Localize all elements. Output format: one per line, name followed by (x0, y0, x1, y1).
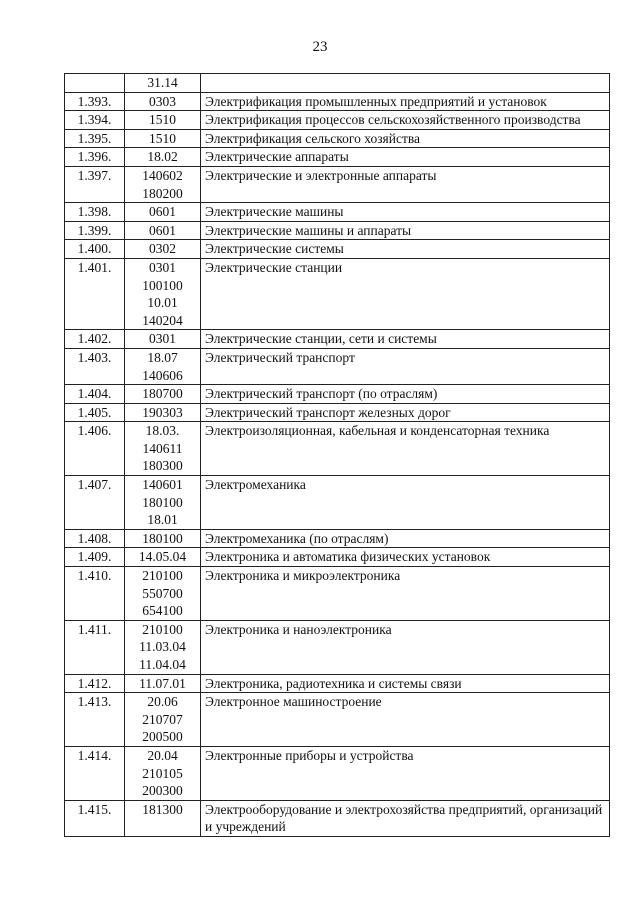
specialty-code-cell (125, 330, 201, 349)
row-number-cell: 1.400. (65, 240, 125, 259)
specialty-name-cell: Электроника и микроэлектроника (201, 567, 610, 621)
table-row (65, 221, 610, 240)
specialty-name-cell: Электромеханика (по отраслям) (201, 529, 610, 548)
specialty-code: 550700 (142, 585, 183, 601)
specialty-code: 20.06 (147, 694, 178, 710)
row-number-cell: 1.395. (65, 129, 125, 148)
specialty-name-cell: Электрические станции, сети и системы (201, 330, 610, 349)
row-number-cell: 1.404. (65, 385, 125, 404)
specialty-code-cell (125, 674, 201, 693)
specialty-code: 654100 (142, 603, 183, 619)
table-row (65, 529, 610, 548)
specialty-name-cell: Электронные приборы и устройства (201, 746, 610, 800)
table-row (65, 92, 610, 111)
specialty-code: 200300 (142, 783, 183, 799)
row-number-cell: 1.411. (65, 620, 125, 674)
specialty-code: 11.03.04 (139, 639, 186, 655)
row-number-cell: 1.410. (65, 567, 125, 621)
specialty-code: 31.14 (147, 75, 178, 90)
specialty-code: 1510 (149, 130, 176, 146)
specialty-name-cell: Электроника, радиотехника и системы связи (201, 674, 610, 693)
specialty-code: 140611 (142, 440, 183, 456)
specialty-name-cell: Электрические машины (201, 203, 610, 222)
specialty-code-cell (125, 111, 201, 130)
specialty-code: 0301 (149, 331, 176, 347)
specialty-code: 10.01 (147, 295, 178, 311)
row-number-cell: 1.405. (65, 403, 125, 422)
specialty-code: 18.02 (147, 149, 178, 165)
specialty-name-cell: Электрический транспорт (по отраслям) (201, 385, 610, 404)
table-row (65, 674, 610, 693)
table-body (65, 74, 610, 837)
row-number-cell: 1.401. (65, 258, 125, 329)
specialty-name-cell: Электрический транспорт (201, 348, 610, 384)
specialty-code-cell (125, 385, 201, 404)
table-row (65, 111, 610, 130)
specialty-code: 14.05.04 (138, 549, 187, 565)
specialty-code-cell (125, 693, 201, 747)
row-number-cell: 1.393. (65, 92, 125, 111)
specialty-code-cell (125, 422, 201, 476)
specialty-name-cell: Электрификация сельского хозяйства (201, 129, 610, 148)
row-number-cell: 1.403. (65, 348, 125, 384)
specialty-code-cell (125, 148, 201, 167)
row-number-cell: 1.412. (65, 674, 125, 693)
row-number-cell: 1.407. (65, 476, 125, 530)
specialty-name-cell: Электрические станции (201, 258, 610, 329)
row-number-cell: 1.413. (65, 693, 125, 747)
specialty-name-cell: Электронное машиностроение (201, 693, 610, 747)
specialty-code-cell (125, 240, 201, 259)
specialty-code: 0303 (149, 93, 176, 109)
specialty-name-cell: Электрические машины и аппараты (201, 221, 610, 240)
row-number-cell: 1.415. (65, 800, 125, 836)
specialty-code-cell (125, 74, 201, 93)
table-row (65, 348, 610, 384)
table-row (65, 403, 610, 422)
specialty-code-cell (125, 92, 201, 111)
specialty-code-cell (125, 403, 201, 422)
page-number: 23 (312, 39, 328, 55)
specialty-code-cell (125, 221, 201, 240)
row-number-cell: 1.406. (65, 422, 125, 476)
row-number-cell: 1.414. (65, 746, 125, 800)
specialty-name-cell: Электромеханика (201, 476, 610, 530)
specialty-code: 18.01 (147, 512, 178, 528)
specialty-name-cell: Электроника и автоматика физических установок (201, 548, 610, 567)
specialty-code: 180200 (142, 185, 183, 201)
table-row (65, 422, 610, 476)
table-row (65, 330, 610, 349)
table-row (65, 148, 610, 167)
specialties-table (64, 73, 610, 837)
specialty-code-cell (125, 476, 201, 530)
specialty-code: 0601 (149, 222, 176, 238)
specialty-code: 140204 (142, 312, 183, 328)
specialty-code: 18.07 (147, 349, 178, 365)
specialty-code-cell (125, 746, 201, 800)
table-row (65, 746, 610, 800)
specialty-code: 190303 (142, 404, 183, 420)
specialty-code: 11.07.01 (139, 675, 186, 691)
specialty-code: 100100 (142, 277, 183, 293)
specialty-code: 140601 (142, 477, 183, 493)
table-row (65, 548, 610, 567)
specialty-code: 210105 (142, 765, 183, 781)
specialty-code: 18.03. (145, 423, 180, 439)
specialty-code: 1510 (149, 112, 176, 128)
specialty-code-cell (125, 258, 201, 329)
specialty-code: 200500 (142, 729, 183, 745)
specialty-code-cell (125, 620, 201, 674)
table-row (65, 567, 610, 621)
table-row (65, 620, 610, 674)
table-row (65, 203, 610, 222)
row-number-cell: 1.397. (65, 166, 125, 202)
row-number-cell (65, 74, 125, 93)
specialty-code: 180700 (142, 386, 183, 402)
specialty-code: 210707 (142, 711, 183, 727)
specialty-code: 11.04.04 (139, 657, 186, 672)
table-row (65, 800, 610, 836)
specialty-name-cell: Электрооборудование и электрохозяйства предприятий, организаций и учреждений (201, 800, 610, 836)
specialty-code: 210100 (142, 621, 183, 637)
specialty-code: 210100 (142, 568, 183, 584)
specialty-code-cell (125, 166, 201, 202)
table-row (65, 166, 610, 202)
table-row (65, 240, 610, 259)
table-row (65, 693, 610, 747)
row-number-cell: 1.409. (65, 548, 125, 567)
specialty-code: 180100 (142, 494, 183, 510)
specialty-code-cell (125, 348, 201, 384)
specialty-code: 0302 (149, 241, 176, 257)
table-row (65, 74, 610, 93)
table-row (65, 129, 610, 148)
table-row (65, 385, 610, 404)
specialty-name-cell: Электрический транспорт железных дорог (201, 403, 610, 422)
specialty-code-cell (125, 529, 201, 548)
specialty-code: 140606 (142, 367, 183, 383)
specialty-code: 20.04 (147, 747, 178, 763)
specialty-code: 0301 (149, 259, 176, 275)
row-number-cell: 1.402. (65, 330, 125, 349)
specialty-code: 180100 (142, 530, 183, 546)
row-number-cell: 1.394. (65, 111, 125, 130)
specialty-code: 180300 (142, 458, 183, 474)
specialty-name-cell: Электрические и электронные аппараты (201, 166, 610, 202)
row-number-cell: 1.396. (65, 148, 125, 167)
specialty-code-cell (125, 548, 201, 567)
row-number-cell: 1.398. (65, 203, 125, 222)
specialty-code-cell (125, 129, 201, 148)
specialty-name-cell: Электроизоляционная, кабельная и конденсаторная техника (201, 422, 610, 476)
specialty-name-cell: Электрические аппараты (201, 148, 610, 167)
specialty-code-cell (125, 800, 201, 836)
specialty-code-cell (125, 203, 201, 222)
specialty-name-cell: Электрификация промышленных предприятий и установок (201, 92, 610, 111)
row-number-cell: 1.408. (65, 529, 125, 548)
specialty-name-cell: Электрические системы (201, 240, 610, 259)
specialty-code-cell (125, 567, 201, 621)
row-number-cell: 1.399. (65, 221, 125, 240)
table-row (65, 258, 610, 329)
table-row (65, 476, 610, 530)
specialty-code: 0601 (149, 204, 176, 220)
specialty-name-cell (201, 74, 610, 93)
specialty-code: 140602 (142, 167, 183, 183)
specialty-name-cell: Электрификация процессов сельскохозяйственного производства (201, 111, 610, 130)
specialty-name-cell: Электроника и наноэлектроника (201, 620, 610, 674)
specialty-code: 181300 (142, 801, 183, 817)
